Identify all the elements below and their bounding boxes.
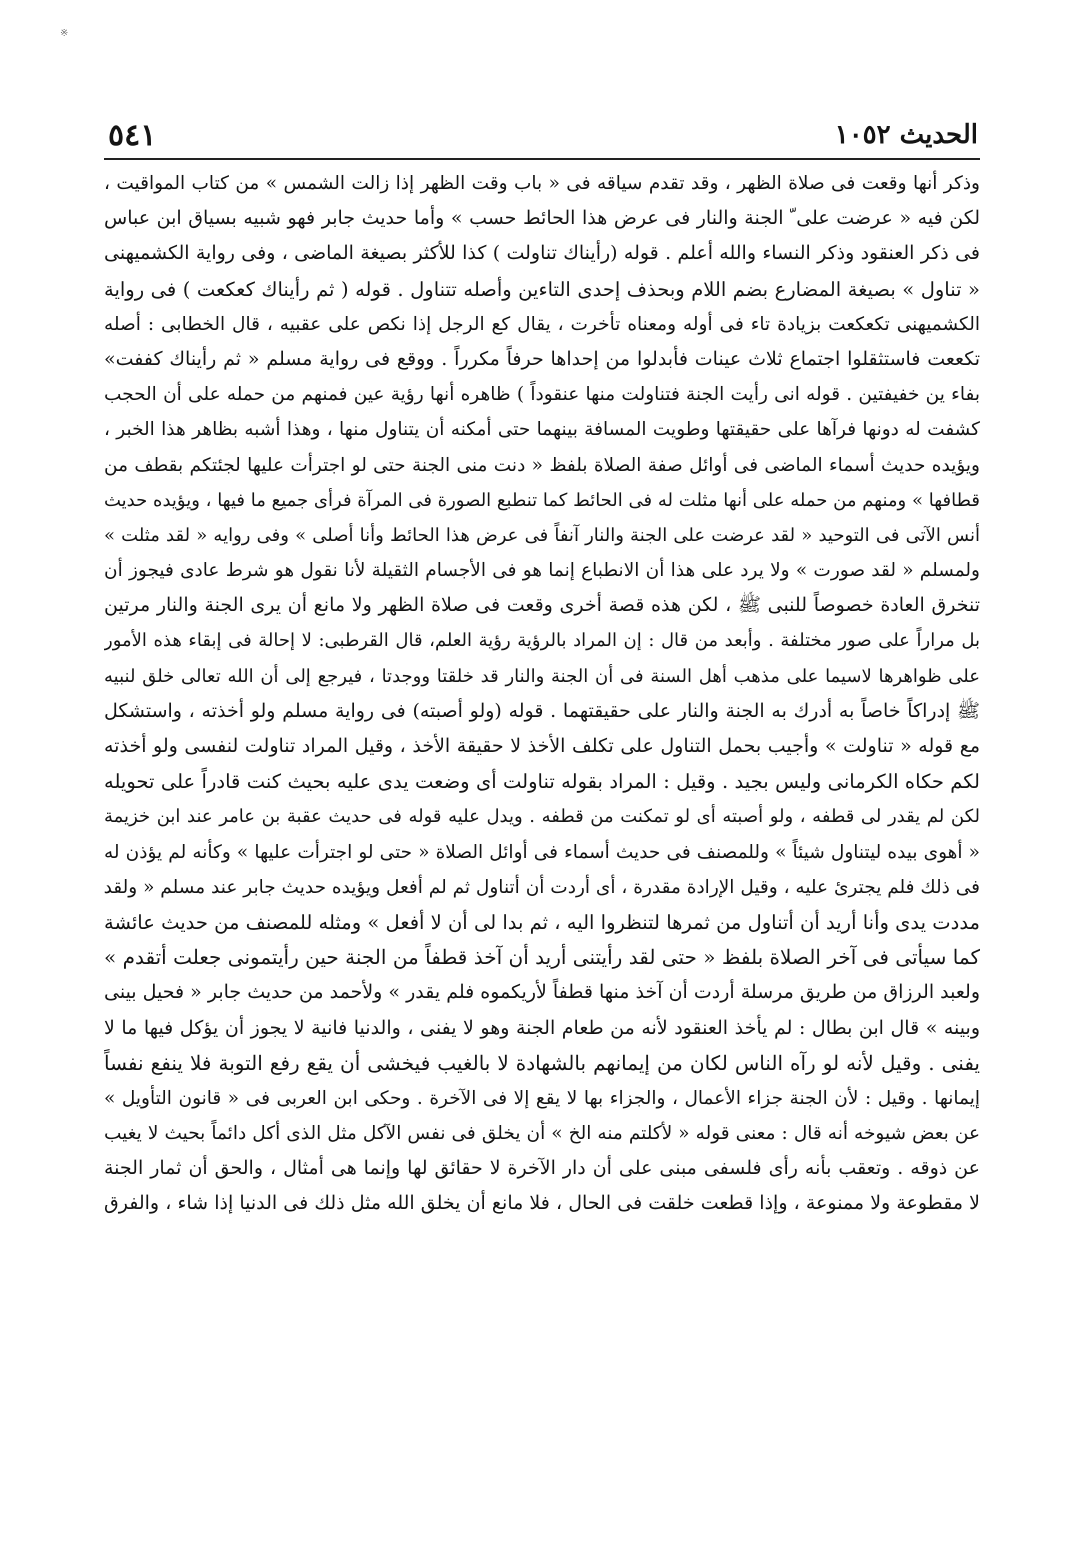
text-line: إيمانها . وقيل : لأن الجنة جزاء الأعمال ، والجزاء بها لا يقع إلا فى الآخرة . وحكى ابن العربى فى « قانون التأويل » [104,1087,980,1109]
text-line: « تناول » بصيغة المضارع بضم اللام وبحذف إحدى التاءين وأصله تتناول . قوله ( ثم رأيناك كعكعت ) فى رواية [104,277,980,301]
text-line: أنس الآتى فى التوحيد « لقد عرضت على الجنة والنار آنفاً فى عرض هذا الحائط وأنا أصلى » وفى روايه « لقد مثلت » [104,524,980,546]
text-line: يفنى . وقيل لأنه لو رآه الناس لكان من إيمانهم بالشهادة لا بالغيب فيخشى أن يقع رفع التوبة فلا ينفع نفساً [104,1050,980,1075]
text-line: كشفت له دونها فرآها على حقيقتها وطويت المسافة بينهما حتى أمكنه أن يتناول منها ، وهذا أشبه بظاهر هذا الخبر ، [104,419,980,441]
text-line: لكم حكاه الكرمانى وليس بجيد . وقيل : المراد بقوله تناولت أى وضعت يدى عليه بحيث كنت قادراً على تحويله [104,770,980,794]
body-text [104,166,980,1222]
text-line: عن بعض شيوخه أنه قال : معنى قوله « لأكلتم منه الخ » أن يخلق فى نفس الآكل مثل الذى أكل دائماً بحيث لا يغيب [104,1123,980,1145]
text-line: الكشميهنى تكعكعت بزيادة تاء فى أوله ومعناه تأخرت ، يقال كع الرجل إذا نكص على عقبيه ، قال الخطابى : أصله [104,313,980,335]
corner-mark: ※ [60,28,69,39]
page-header [108,118,978,162]
text-line: ويؤيده حديث أسماء الماضى فى أوائل صفة الصلاة بلفظ « دنت منى الجنة حتى لو اجترأت عليها لجئتكم بقطف من [104,454,980,476]
text-line: على ظواهرها لاسيما على مذهب أهل السنة فى أن الجنة والنار قد خلقتا ووجدتا ، فيرجع إلى أن الله تعالى خلق لنبيه [104,665,980,687]
text-line: ﷺ إدراكاً خاصاً به أدرك به الجنة والنار على حقيقتهما . قوله (ولو أصبته) فى رواية مسلم ولو أخذته ، واستشكل [104,699,980,722]
text-line: بل مراراً على صور مختلفة . وأبعد من قال : إن المراد بالرؤية رؤية العلم، قال القرطبى: لا إحالة فى إبقاء هذه الأمور [104,630,980,652]
text-line: عن ذوقه . وتعقب بأنه رأى فلسفى مبنى على أن دار الآخرة لا حقائق لها وإنما هى أمثال ، والحق أن ثمار الجنة [104,1157,980,1180]
text-line: ولعبد الرزاق من طريق مرسلة أردت أن آخذ منها قطفاً لأريكموه فلم يقدر » ولأحمد من حديث جابر « فحيل بينى [104,981,980,1004]
text-line: بفاء ين خفيفتين . قوله انى رأيت الجنة فتناولت منها عنقوداً ) ظاهره أنها رؤية عين فمنهم من حمله على أن الحجب [104,384,980,406]
text-line: مع قوله « تناولت » وأجيب بحمل التناول على تكلف الأخذ لا حقيقة الأخذ ، وقيل المراد تناولت لنفسى ولو أخذته [104,735,980,757]
header-rule [104,158,980,160]
running-title: الحديث ١٠٥٢ [834,120,978,150]
text-line: ولمسلم « لقد صورت » ولا يرد على هذا أن الانطباع إنما هو فى الأجسام الثقيلة لأنا نقول هو شرط عادى فيجوز أن [104,560,980,582]
text-line: لكن لم يقدر لى قطفه ، ولو أصبته أى لو تمكنت من قطفه . ويدل عليه قوله فى حديث عقبة بن عامر عند ابن خزيمة [104,806,980,828]
text-line: فى ذلك فلم يجترئ عليه ، وقيل الإرادة مقدرة ، أى أردت أن أتناول ثم لم أفعل ويؤيده حديث جابر عند مسلم « ولقد [104,876,980,898]
text-line: « أهوى بيده ليتناول شيئاً » وللمصنف فى حديث أسماء فى أوائل الصلاة « حتى لو اجترأت عليها » وكأنه لم يؤذن له [104,841,980,863]
text-line: كما سيأتى فى آخر الصلاة بلفظ « حتى لقد رأيتنى أريد أن آخذ قطفاً من الجنة حين رأيتمونى جعلت أتقدم » [104,945,980,970]
text-line: وذكر أنها وقعت فى صلاة الظهر ، وقد تقدم سياقه فى « باب وقت الظهر إذا زالت الشمس » من كتاب المواقيت ، [104,173,980,194]
text-line: لا مقطوعة ولا ممنوعة ، وإذا قطعت خلقت فى الحال ، فلا مانع أن يخلق الله مثل ذلك فى الدنيا إذا شاء ، والفرق [104,1192,980,1215]
text-line: لكن فيه « عرضت على ّ الجنة والنار فى عرض هذا الحائط حسب » وأما حديث جابر فهو شبيه بسياق ابن عباس [104,207,980,230]
text-line: وبينه » قال ابن بطال : لم يأخذ العنقود لأنه من طعام الجنة وهو لا يفنى ، والدنيا فانية لا يجوز أن يؤكل فيها ما لا [104,1016,980,1039]
text-line: تنخرق العادة خصوصاً للنبى ﷺ ، لكن هذه قصة أخرى وقعت فى صلاة الظهر ولا مانع أن يرى الجنة والنار مرتين [104,594,980,617]
text-line: فى ذكر العنقود وذكر النساء والله أعلم . قوله (رأيناك تناولت ) كذا للأكثر بصيغة الماضى ، وفى رواية الكشميهنى [104,242,980,265]
text-line: تكععت فاستثقلوا اجتماع ثلاث عينات فأبدلوا من إحداها حرفاً مكرراً . ووقع فى رواية مسلم « ثم رأيناك كففت» [104,347,980,370]
text-line: مددت يدى وأنا أريد أن أتناول من ثمرها لتنظروا اليه ، ثم بدا لى أن لا أفعل » ومثله للمصنف من حديث عائشة [104,910,980,934]
page-number: ٥٤١ [108,118,157,153]
text-line: قطافها » ومنهم من حمله على أنها مثلت له فى الحائط كما تنطبع الصورة فى المرآة فرأى جميع ما فيها ، ويؤيده حديث [104,489,980,511]
